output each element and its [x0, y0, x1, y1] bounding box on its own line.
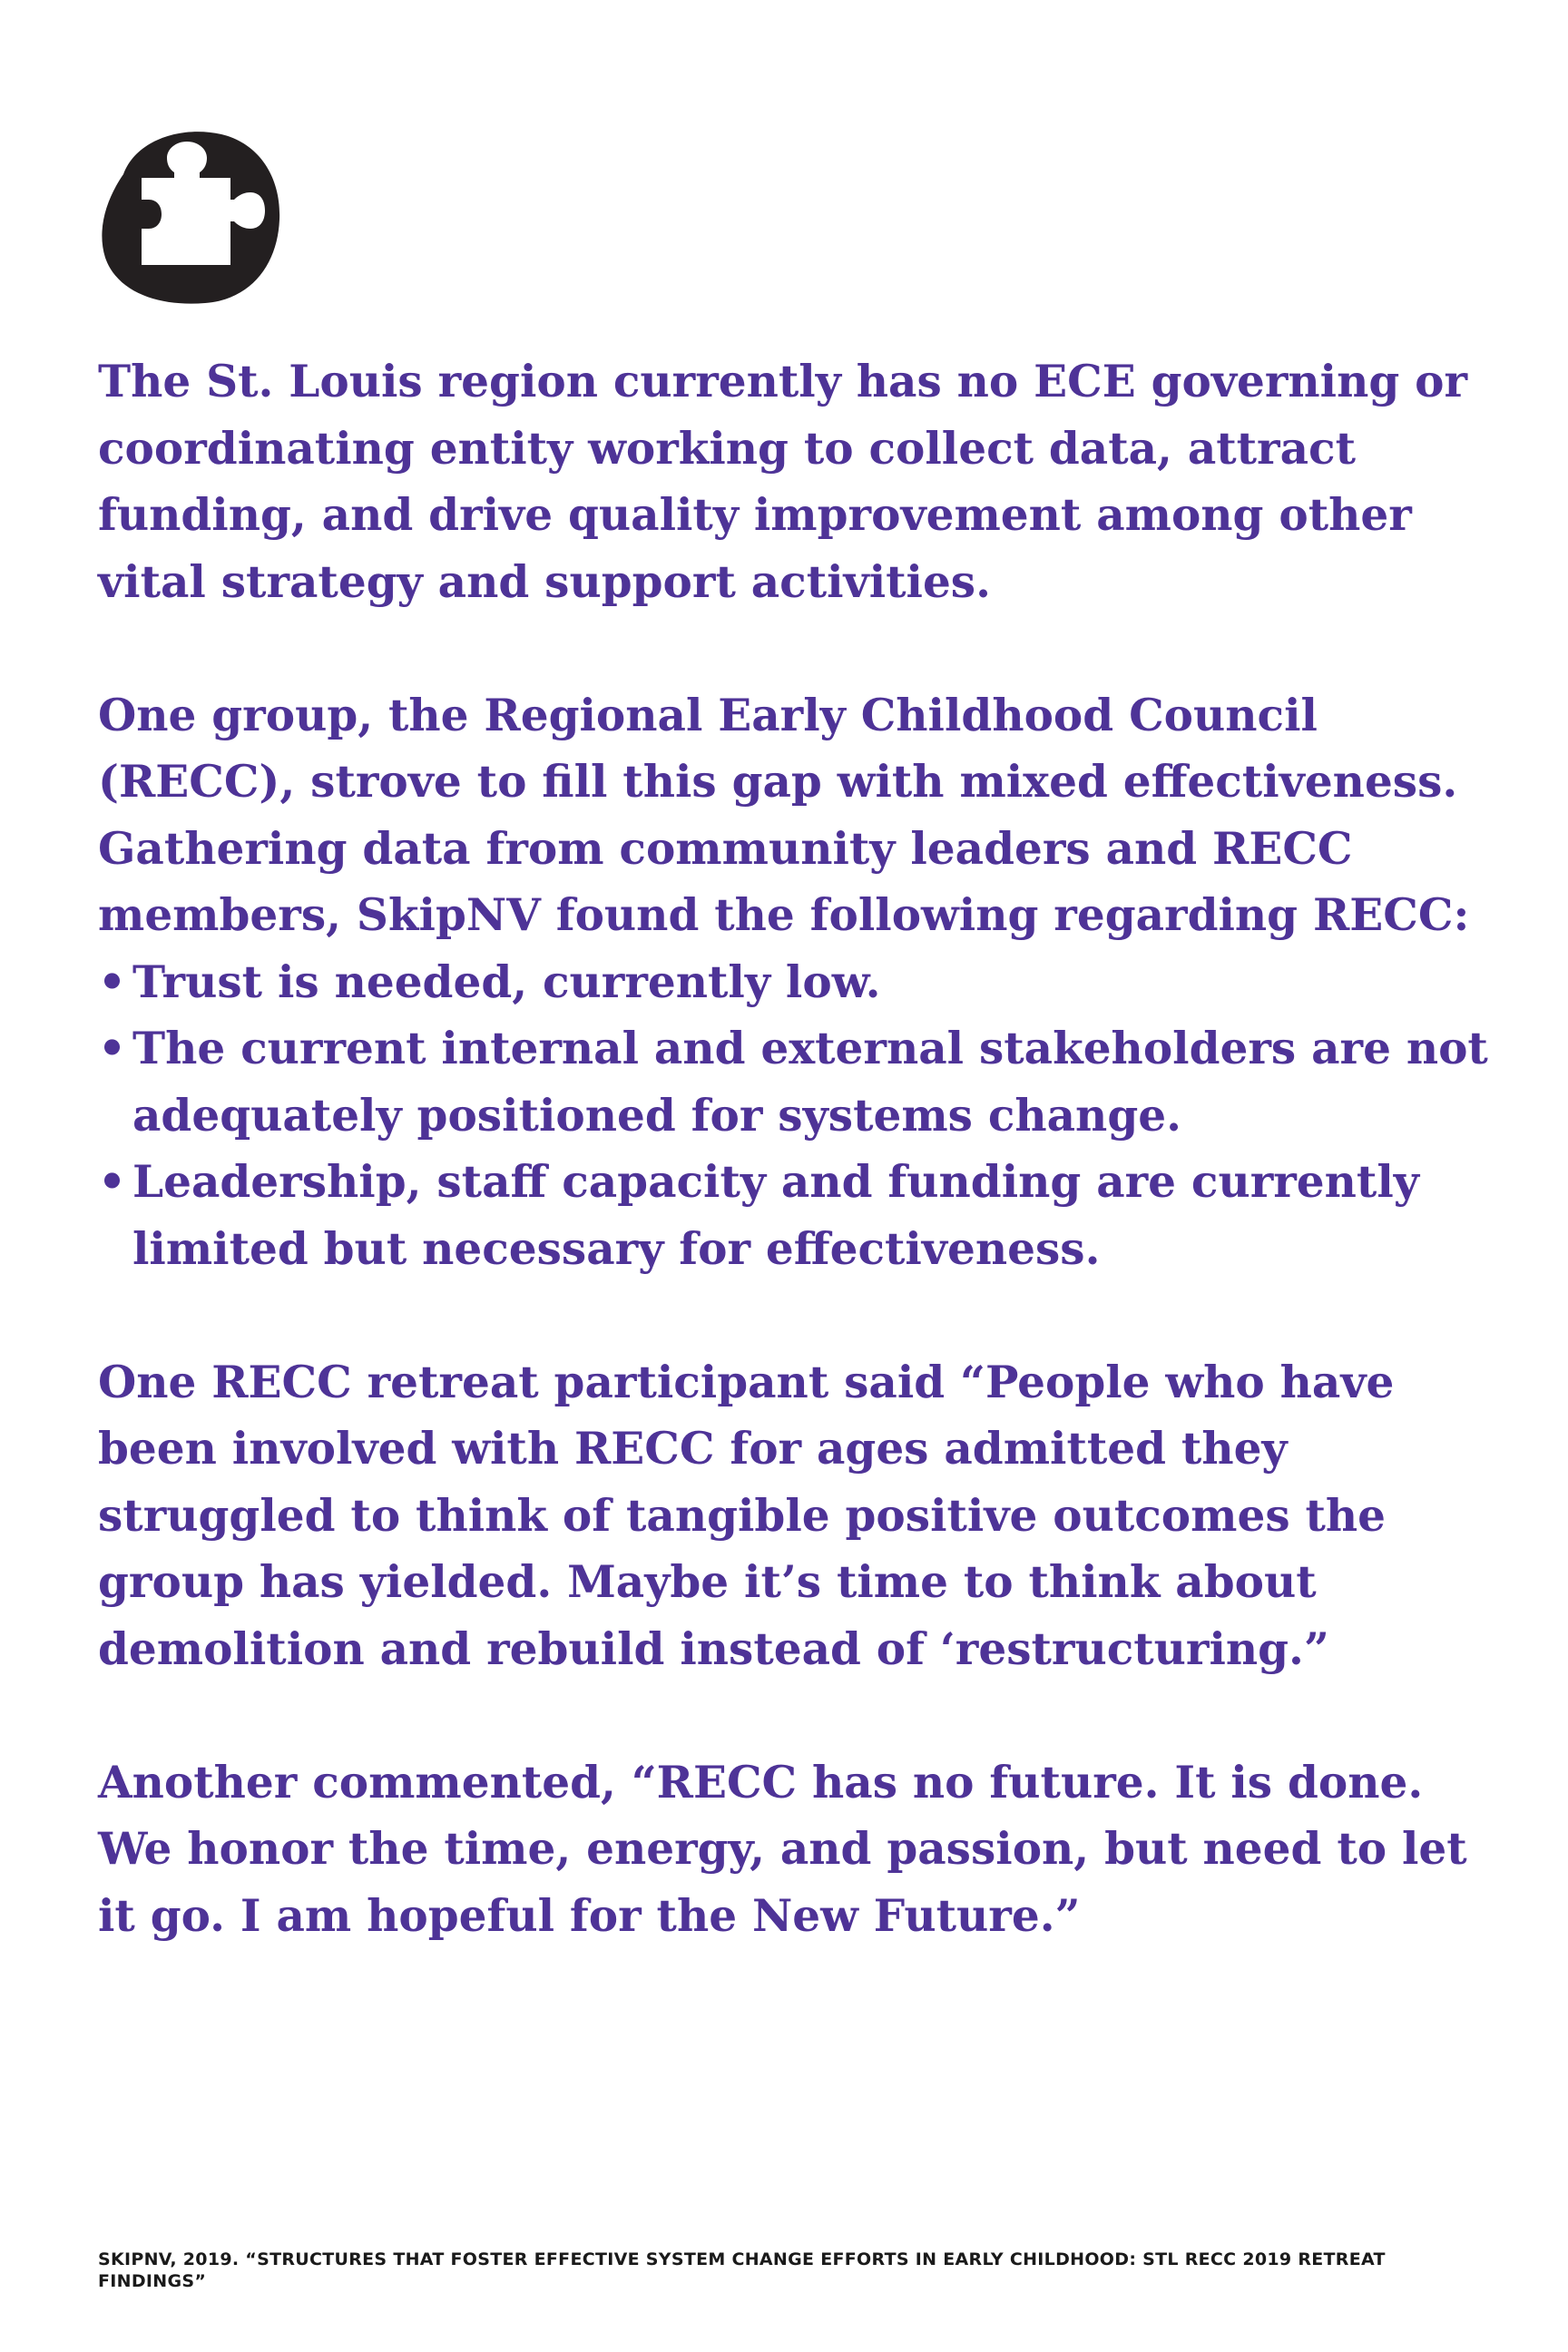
- citation-footnote: SKIPNV, 2019. “STRUCTURES THAT FOSTER EFFECTIVE SYSTEM CHANGE EFFORTS IN EARLY CHILDHOOD: STL RECC 2019 RETREAT FINDINGS”: [98, 2249, 1386, 2291]
- list-item: • Leadership, staff capacity and funding are currently limited but necessary for effectiveness.: [98, 1156, 1419, 1275]
- paragraph-quote-1: One RECC retreat participant said “People who have been involved with RECC for ages admitted they struggled to think of tangible positive outcomes the group has yielded. Maybe it’s time to think about demolition and rebuild instead of ‘restructuring.”: [98, 1356, 1395, 1675]
- paragraph-intro: The St. Louis region currently has no ECE governing or coordinating entity working to collect data, attract funding, and drive quality improvement among other vital strategy and support activities.: [98, 356, 1468, 608]
- paragraph-recc: One group, the Regional Early Childhood Council (RECC), strove to fill this gap with mixed effectiveness. Gathering data from community leaders and RECC members, SkipNV found the following regarding RECC:: [98, 689, 1470, 941]
- list-item: • Trust is needed, currently low.: [98, 956, 881, 1008]
- findings-list: [98, 949, 1495, 1283]
- paragraph-quote-2: Another commented, “RECC has no future. It is done. We honor the time, energy, and passion, but need to let it go. I am hopeful for the New Future.”: [98, 1756, 1467, 1942]
- list-item: • The current internal and external stakeholders are not adequately positioned for systems change.: [98, 1023, 1488, 1142]
- article-body: [98, 348, 1495, 1949]
- puzzle-piece-icon: [98, 122, 283, 307]
